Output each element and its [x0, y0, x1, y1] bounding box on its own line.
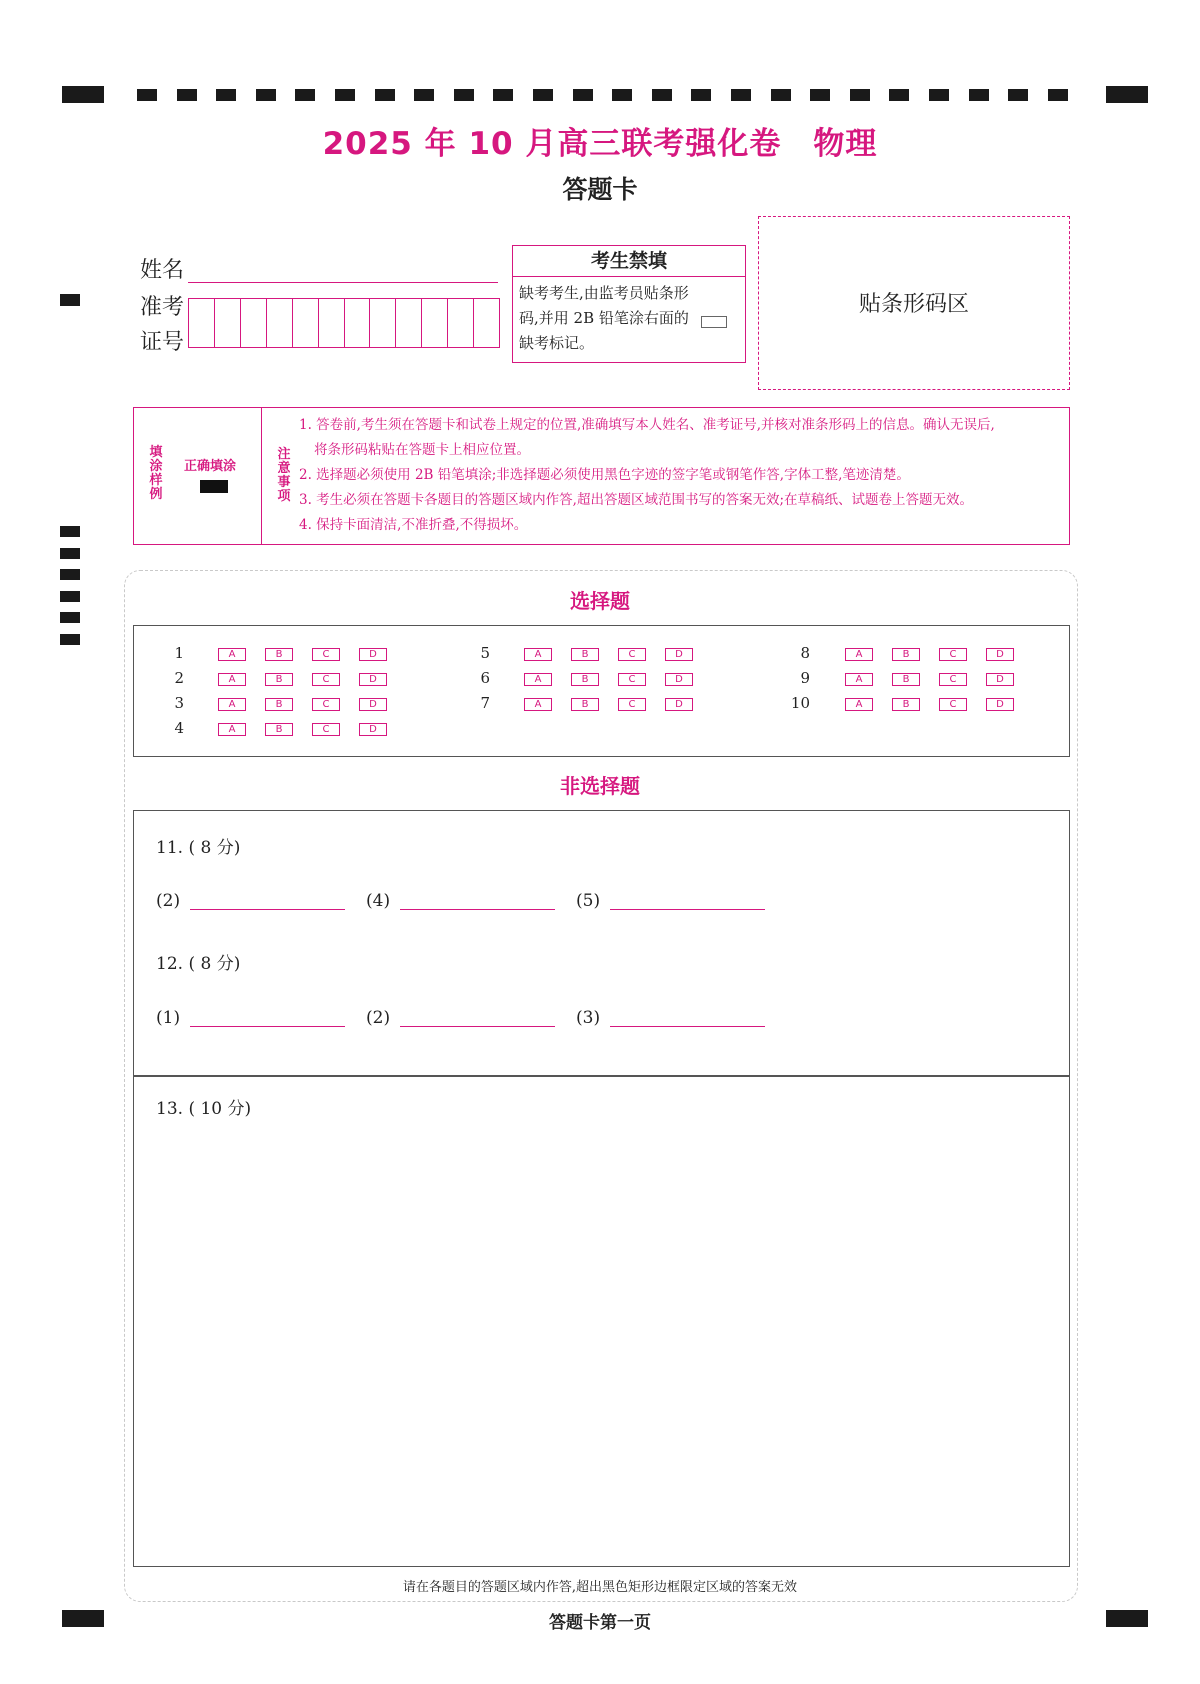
option-bubble-c[interactable]: C: [618, 673, 646, 686]
id-digit-cell[interactable]: [267, 299, 293, 347]
timing-mark: [375, 89, 395, 101]
notice-item: 2. 选择题必须使用 2B 铅笔填涂;非选择题必须使用黑色字迹的签字笔或钢笔作答,字体工整,笔迹清楚。: [299, 467, 910, 483]
id-label-line2: 证号: [140, 330, 185, 355]
timing-mark: [533, 89, 553, 101]
q11-blank-line[interactable]: [610, 891, 765, 910]
id-number-grid[interactable]: [188, 298, 500, 348]
timing-mark: [612, 89, 632, 101]
option-bubble-d[interactable]: D: [359, 698, 387, 711]
id-digit-cell[interactable]: [241, 299, 267, 347]
option-bubble-d[interactable]: D: [665, 698, 693, 711]
corner-mark-top-left: [62, 86, 104, 103]
notice-divider: [261, 408, 262, 544]
question-number: 10: [790, 694, 810, 712]
option-bubble-b[interactable]: B: [571, 698, 599, 711]
q11-blank-label: (5): [576, 891, 601, 911]
id-digit-cell[interactable]: [474, 299, 499, 347]
prohibited-title: 考生禁填: [513, 246, 745, 277]
option-bubble-d[interactable]: D: [359, 648, 387, 661]
id-digit-cell[interactable]: [422, 299, 448, 347]
question-number: 1: [174, 644, 184, 662]
id-digit-cell[interactable]: [293, 299, 319, 347]
timing-mark: [295, 89, 315, 101]
option-bubble-a[interactable]: A: [845, 648, 873, 661]
question-number: 4: [174, 719, 184, 737]
option-bubble-b[interactable]: B: [571, 673, 599, 686]
timing-mark: [850, 89, 870, 101]
id-digit-cell[interactable]: [370, 299, 396, 347]
fill-example-vertical-label: 填 涂 样 例: [149, 445, 163, 502]
option-bubble-d[interactable]: D: [359, 673, 387, 686]
timing-mark: [454, 89, 474, 101]
option-bubble-c[interactable]: C: [312, 673, 340, 686]
q11-blank-label: (2): [156, 891, 181, 911]
page-label: 答题卡第一页: [549, 1613, 651, 1633]
question-number: 3: [174, 694, 184, 712]
timing-mark: [177, 89, 197, 101]
card-subtitle: 答题卡: [562, 175, 638, 204]
timing-mark: [60, 548, 80, 559]
answer-box-q13[interactable]: [133, 1075, 1070, 1567]
option-bubble-d[interactable]: D: [986, 673, 1014, 686]
id-digit-cell[interactable]: [319, 299, 345, 347]
timing-mark: [969, 89, 989, 101]
option-bubble-b[interactable]: B: [265, 698, 293, 711]
name-field[interactable]: [188, 260, 498, 283]
answer-box-q11-q12[interactable]: [133, 810, 1070, 1077]
option-bubble-c[interactable]: C: [939, 673, 967, 686]
barcode-label: 贴条形码区: [858, 292, 969, 317]
timing-mark: [256, 89, 276, 101]
q12-blank-line[interactable]: [400, 1008, 555, 1027]
option-bubble-b[interactable]: B: [892, 673, 920, 686]
absent-mark-box[interactable]: [701, 316, 727, 328]
corner-mark-top-right: [1106, 86, 1148, 103]
timing-mark: [335, 89, 355, 101]
question-number: 6: [480, 669, 490, 687]
exam-title: 2025 年 10 月高三联考强化卷 物理: [322, 126, 878, 162]
option-bubble-b[interactable]: B: [571, 648, 599, 661]
timing-mark: [216, 89, 236, 101]
id-label-line1: 准考: [140, 295, 185, 320]
option-bubble-a[interactable]: A: [524, 648, 552, 661]
timing-mark: [493, 89, 513, 101]
q13-label: 13. ( 10 分): [156, 1099, 252, 1119]
id-digit-cell[interactable]: [189, 299, 215, 347]
timing-mark: [810, 89, 830, 101]
timing-mark: [414, 89, 434, 101]
question-number: 7: [480, 694, 490, 712]
option-bubble-b[interactable]: B: [265, 673, 293, 686]
q12-blank-label: (2): [366, 1008, 391, 1028]
q11-blank-label: (4): [366, 891, 391, 911]
timing-mark: [929, 89, 949, 101]
option-bubble-a[interactable]: A: [524, 698, 552, 711]
correct-fill-label: 正确填涂: [184, 459, 237, 474]
option-bubble-a[interactable]: A: [524, 673, 552, 686]
timing-mark: [60, 634, 80, 645]
candidate-prohibited-box: [512, 245, 746, 363]
choice-section-title: 选择题: [570, 589, 630, 613]
question-number: 2: [174, 669, 184, 687]
option-bubble-c[interactable]: C: [618, 698, 646, 711]
option-bubble-a[interactable]: A: [845, 673, 873, 686]
barcode-area: [758, 216, 1070, 390]
id-digit-cell[interactable]: [345, 299, 371, 347]
option-bubble-a[interactable]: A: [218, 698, 246, 711]
notice-item: 1. 答卷前,考生须在答题卡和试卷上规定的位置,准确填写本人姓名、准考证号,并核对准条形码上的信息。确认无误后,: [299, 417, 995, 433]
option-bubble-c[interactable]: C: [312, 698, 340, 711]
footer-note: 请在各题目的答题区域内作答,超出黑色矩形边框限定区域的答案无效: [402, 1580, 798, 1595]
q12-blank-line[interactable]: [190, 1008, 345, 1027]
q11-blank-line[interactable]: [400, 891, 555, 910]
option-bubble-b[interactable]: B: [892, 648, 920, 661]
option-bubble-b[interactable]: B: [265, 723, 293, 736]
timing-mark: [731, 89, 751, 101]
q12-blank-label: (3): [576, 1008, 601, 1028]
question-number: 5: [480, 644, 490, 662]
q11-blank-line[interactable]: [190, 891, 345, 910]
timing-mark: [691, 89, 711, 101]
nonchoice-section-title: 非选择题: [560, 774, 640, 798]
q12-blank-line[interactable]: [610, 1008, 765, 1027]
notice-panel: [133, 407, 1070, 545]
side-mark: [60, 294, 80, 306]
notice-item: 3. 考生必须在答题卡各题目的答题区域内作答,超出答题区域范围书写的答案无效;在草稿纸、试题卷上答题无效。: [299, 492, 974, 508]
timing-mark: [137, 89, 157, 101]
option-bubble-b[interactable]: B: [892, 698, 920, 711]
option-bubble-a[interactable]: A: [218, 648, 246, 661]
option-bubble-a[interactable]: A: [218, 723, 246, 736]
option-bubble-d[interactable]: D: [665, 648, 693, 661]
q11-label: 11. ( 8 分): [156, 838, 241, 858]
option-bubble-b[interactable]: B: [265, 648, 293, 661]
option-bubble-c[interactable]: C: [312, 723, 340, 736]
option-bubble-c[interactable]: C: [312, 648, 340, 661]
timing-mark: [60, 569, 80, 580]
notice-item: 将条形码粘贴在答题卡上相应位置。: [314, 442, 530, 458]
id-digit-cell[interactable]: [215, 299, 241, 347]
q12-blank-label: (1): [156, 1008, 181, 1028]
timing-mark: [573, 89, 593, 101]
id-digit-cell[interactable]: [396, 299, 422, 347]
id-digit-cell[interactable]: [448, 299, 474, 347]
option-bubble-d[interactable]: D: [359, 723, 387, 736]
name-label: 姓名: [140, 258, 185, 283]
timing-mark: [1008, 89, 1028, 101]
option-bubble-a[interactable]: A: [845, 698, 873, 711]
filled-example-mark: [200, 480, 228, 493]
option-bubble-c[interactable]: C: [618, 648, 646, 661]
option-bubble-d[interactable]: D: [986, 648, 1014, 661]
option-bubble-c[interactable]: C: [939, 698, 967, 711]
timing-mark: [60, 526, 80, 537]
timing-mark: [652, 89, 672, 101]
timing-mark: [1048, 89, 1068, 101]
option-bubble-d[interactable]: D: [986, 698, 1014, 711]
timing-mark: [771, 89, 791, 101]
prohibited-text: 缺考考生,由监考员贴条形码,并用 2B 铅笔涂右面的缺考标记。: [519, 284, 689, 352]
option-bubble-a[interactable]: A: [218, 673, 246, 686]
timing-mark: [889, 89, 909, 101]
option-bubble-c[interactable]: C: [939, 648, 967, 661]
question-number: 9: [800, 669, 810, 687]
notice-item: 4. 保持卡面清洁,不准折叠,不得损坏。: [299, 517, 528, 533]
notice-vertical-label: 注 意 事 项: [277, 447, 291, 504]
choice-grid: [133, 625, 1070, 757]
question-number: 8: [800, 644, 810, 662]
option-bubble-d[interactable]: D: [665, 673, 693, 686]
q12-label: 12. ( 8 分): [156, 954, 241, 974]
